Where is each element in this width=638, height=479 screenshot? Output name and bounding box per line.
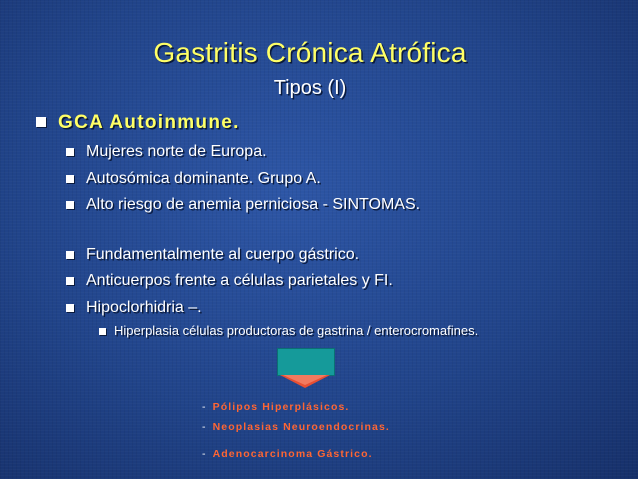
sub-bullet-text: Hiperplasia células productoras de gastrina / enterocromafines. <box>114 323 479 338</box>
heading-gca-autoinmune: GCA Autoinmune. <box>58 112 240 133</box>
square-bullet-icon <box>66 304 74 312</box>
bullet-text: Fundamentalmente al cuerpo gástrico. <box>86 246 360 263</box>
slide-subtitle: Tipos (I) <box>273 77 347 99</box>
result-item: - Adenocarcinoma Gástrico. <box>202 448 373 460</box>
square-bullet-icon <box>66 148 74 156</box>
result-item: - Neoplasias Neuroendocrinas. <box>202 421 390 433</box>
bullet-text: Alto riesgo de anemia perniciosa - SINTOMAS. <box>86 196 421 213</box>
square-bullet-icon <box>66 277 74 285</box>
bullet-text: Mujeres norte de Europa. <box>86 143 267 160</box>
bullet-text: Hipoclorhidria –. <box>86 299 202 316</box>
bullet-text: Anticuerpos frente a células parietales y FI. <box>86 272 393 289</box>
square-bullet-icon <box>99 328 106 335</box>
square-bullet-icon <box>66 175 74 183</box>
teal-box <box>277 348 335 376</box>
square-bullet-icon <box>36 117 46 127</box>
slide-title: Gastritis Crónica Atrófica <box>153 37 467 68</box>
square-bullet-icon <box>66 251 74 259</box>
result-text: Neoplasias Neuroendocrinas. <box>212 421 390 433</box>
result-item: - Pólipos Hiperplásicos. <box>202 401 350 413</box>
down-arrow-highlight <box>283 375 327 385</box>
bullet-text: Autosómica dominante. Grupo A. <box>86 170 321 187</box>
square-bullet-icon <box>66 201 74 209</box>
result-text: Adenocarcinoma Gástrico. <box>212 448 373 460</box>
result-text: Pólipos Hiperplásicos. <box>212 401 350 413</box>
